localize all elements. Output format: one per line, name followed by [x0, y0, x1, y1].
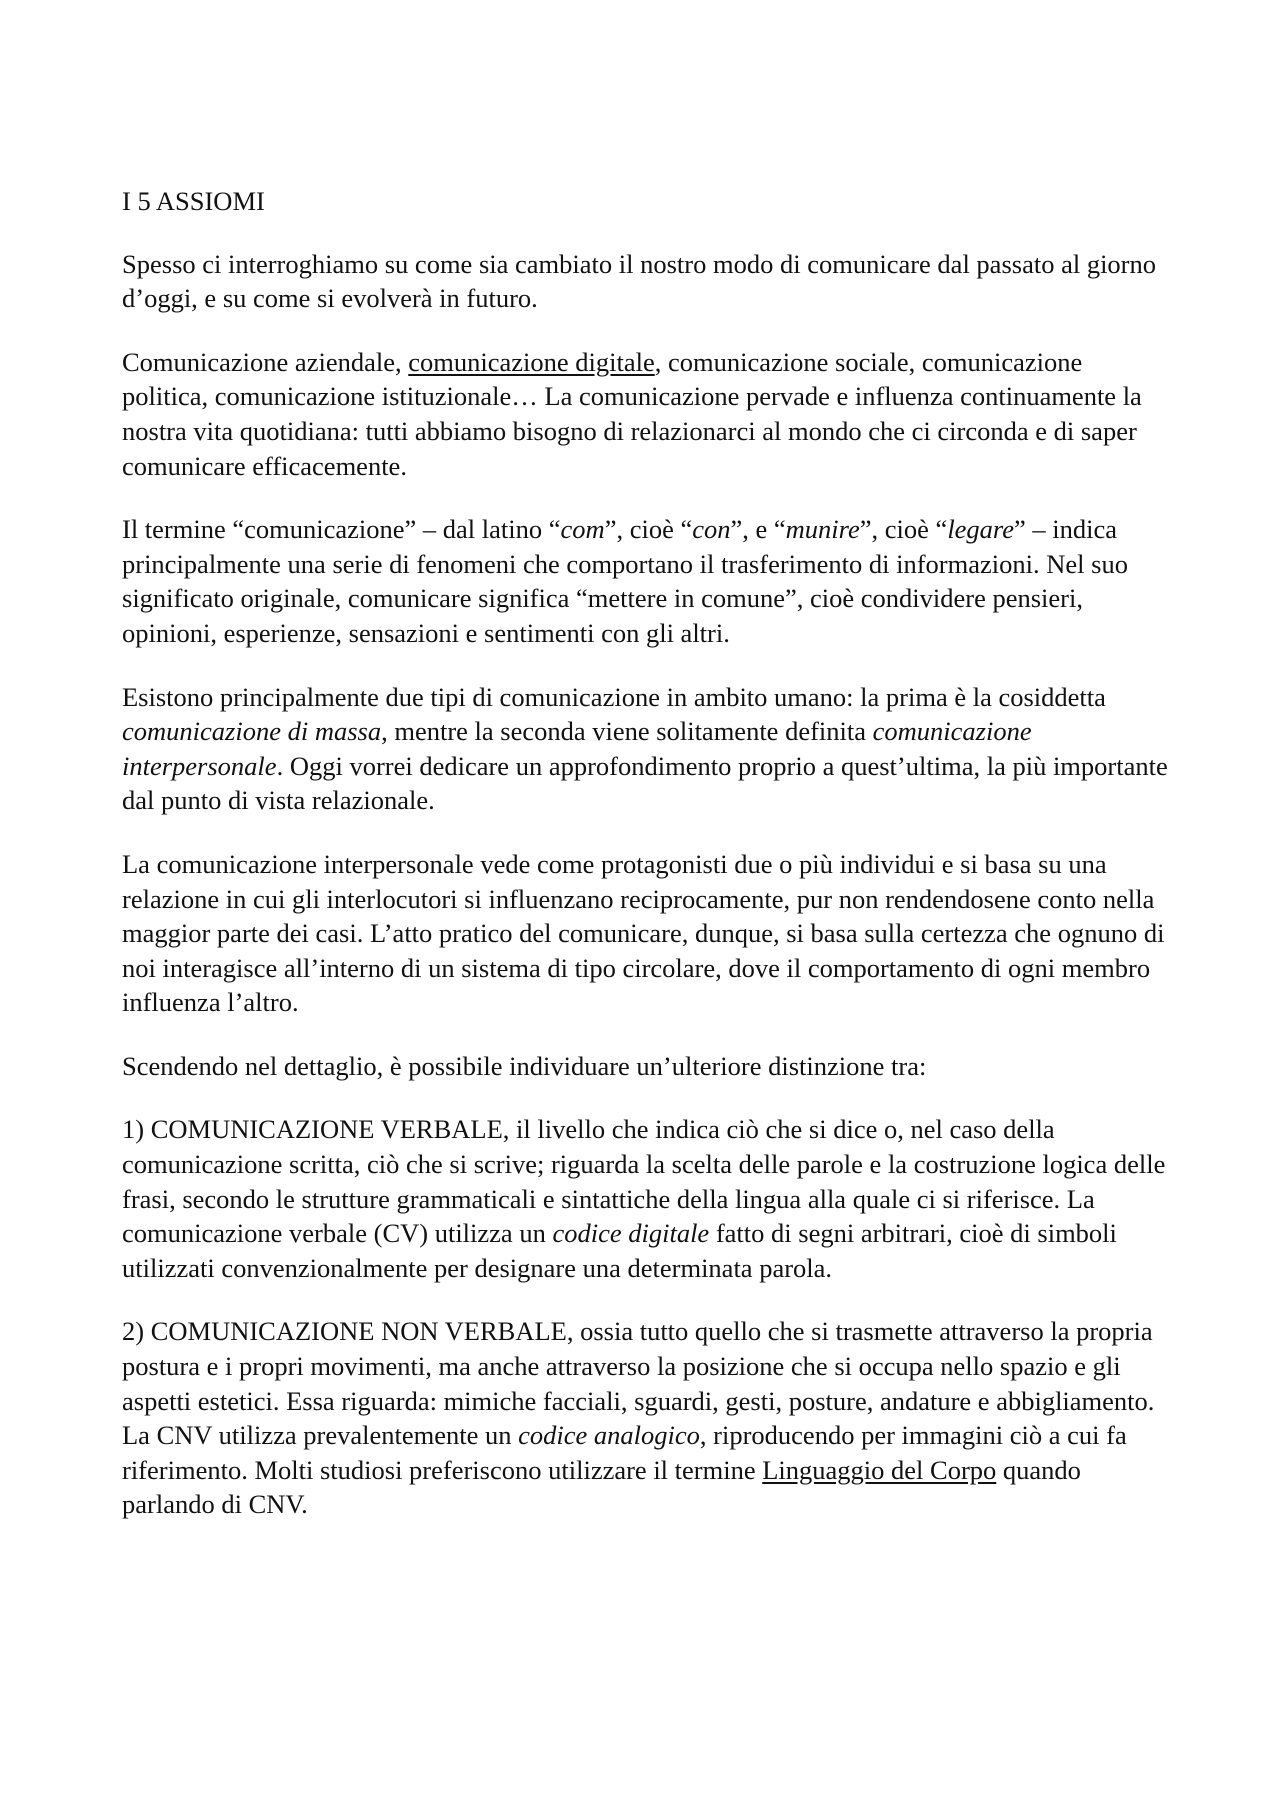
paragraph-communication-types — [122, 680, 1172, 818]
linguaggio-del-corpo-link[interactable]: Linguaggio del Corpo — [762, 1454, 997, 1485]
text-run: Comunicazione aziendale, — [122, 346, 409, 377]
italic-term: legare — [947, 514, 1015, 545]
text-run: , comunicazione sociale, comunicazione politica, comunicazione istituzionale… La comunicazione pervade e influenza continuamente la nostra vita quotidiana: tutti abbiamo bisogno di relazionarci al mondo che ci circonda e di saper comunicare efficacemente. — [122, 346, 1142, 481]
text-run: fatto di segni arbitrari, cioè di simboli utilizzati convenzionalmente per designare una determinata parola. — [122, 1218, 1117, 1283]
paragraph-distinction: Scendendo nel dettaglio, è possibile individuare un’ulteriore distinzione tra: — [122, 1050, 927, 1081]
text-run: , riproducendo per immagini ciò a cui fa riferimento. Molti studiosi preferiscono utilizzare il termine — [122, 1420, 1127, 1485]
text-run: ”, e “ — [730, 514, 786, 545]
text-run: , mentre la seconda viene solitamente definita — [381, 716, 873, 747]
italic-term: codice analogico — [518, 1420, 700, 1451]
text-run: Il termine “comunicazione” – dal latino “ — [122, 514, 561, 545]
paragraph-intro: Spesso ci interroghiamo su come sia cambiato il nostro modo di comunicare dal passato al giorno d’oggi, e su come si evolverà in futuro. — [122, 248, 1157, 314]
text-run: . Oggi vorrei dedicare un approfondimento proprio a quest’ultima, la più importante dal punto di vista relazionale. — [122, 750, 1168, 816]
text-run: ”, cioè “ — [604, 514, 693, 545]
paragraph-types — [122, 345, 1172, 483]
italic-term: munire — [785, 514, 860, 545]
document-title: I 5 ASSIOMI — [122, 186, 265, 216]
text-run: 2) COMUNICAZIONE NON VERBALE, ossia tutto quello che si trasmette attraverso la propria postura e i propri movimenti, ma anche attraverso la posizione che si occupa nello spazio e gli aspetti estetici. Essa riguarda: mimiche facciali, sguardi, gesti, posture, andature e abbigliamento. La CNV utilizza prevalentemente un — [122, 1316, 1155, 1451]
text-run: ” – indica principalmente una serie di fenomeni che comportano il trasferimento di informazioni. Nel suo significato originale, comunicare significa “mettere in comune”, cioè condividere pensieri, opinioni, esperienze, sensazioni e sentimenti con gli altri. — [122, 514, 1128, 648]
paragraph-non-verbal — [122, 1314, 1172, 1522]
italic-term: comunicazione di massa — [122, 716, 382, 747]
italic-term: comunicazione interpersonale — [122, 716, 1032, 781]
paragraph-etymology — [122, 512, 1172, 650]
text-run: Esistono principalmente due tipi di comunicazione in ambito umano: la prima è la cosiddetta — [122, 681, 1106, 712]
italic-term: codice digitale — [552, 1218, 710, 1249]
comunicazione-digitale-link[interactable]: comunicazione digitale — [408, 346, 655, 377]
text-run: ”, cioè “ — [859, 514, 948, 545]
italic-term: com — [560, 514, 605, 545]
paragraph-interpersonal: La comunicazione interpersonale vede come protagonisti due o più individui e si basa su una relazione in cui gli interlocutori si influenzano reciprocamente, pur non rendendosene conto nella maggior parte dei casi. L’atto pratico del comunicare, dunque, si basa sulla certezza che ognuno di noi interagisce all’interno di un sistema di tipo circolare, dove il comportamento di ogni membro influenza l’altro. — [122, 848, 1165, 1018]
document-page — [122, 184, 1172, 1551]
text-run: 1) COMUNICAZIONE VERBALE, il livello che indica ciò che si dice o, nel caso della comunicazione scritta, ciò che si scrive; riguarda la scelta delle parole e la costruzione logica delle frasi, secondo le strutture grammaticali e sintattiche della lingua alla quale ci si riferisce. La comunicazione verbale (CV) utilizza un — [122, 1114, 1166, 1249]
text-run: quando parlando di CNV. — [122, 1454, 1081, 1520]
italic-term: con — [692, 514, 731, 545]
paragraph-verbal — [122, 1112, 1172, 1285]
